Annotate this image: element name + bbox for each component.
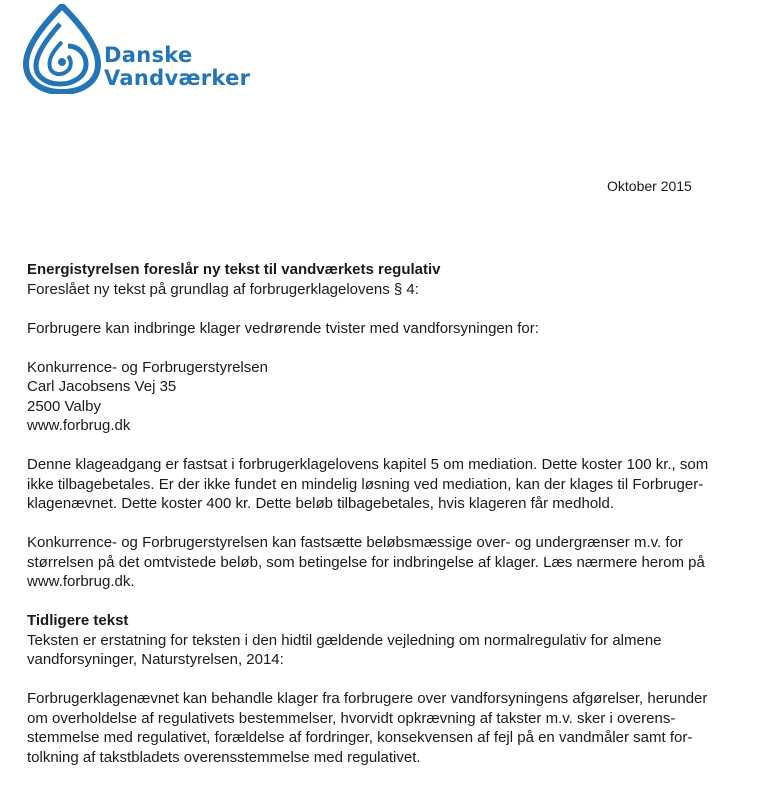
document-date: Oktober 2015 — [607, 178, 692, 194]
address-city: 2500 Valby — [27, 397, 101, 415]
logo — [22, 4, 272, 94]
paragraph-4-line: om overholdelse af regulativets bestemmelser, hvorvidt opkrævning af takster m.v. sker i overens- — [27, 709, 676, 727]
paragraph-2-line: www.forbrug.dk. — [27, 573, 135, 590]
document-body — [27, 260, 727, 767]
paragraph-2-line: størrelsen på det omtvistede beløb, som betingelse for indbringelse af klager. Læs nærmere herom på — [27, 553, 705, 571]
paragraph-3-line: vandforsyninger, Naturstyrelsen, 2014: — [27, 651, 284, 668]
section-title: Tidligere tekst — [27, 612, 129, 629]
address-name: Konkurrence- og Forbrugerstyrelsen — [27, 358, 268, 376]
paragraph-4-line: tolkning af takstbladets overensstemmelse med regulativet. — [27, 748, 421, 766]
paragraph-4-line: stemmelse med regulativet, forældelse af fordringer, konsekvensen af fejl på en vandmåler samt for- — [27, 729, 693, 746]
address-web: www.forbrug.dk — [27, 417, 131, 434]
paragraph-2-line: Konkurrence- og Forbrugerstyrelsen kan fastsætte beløbsmæssige over- og undergrænser m.v. for — [27, 534, 683, 551]
intro-text: Forbrugere kan indbringe klager vedrørende tvister med vandforsyningen for: — [27, 319, 539, 337]
document-heading: Energistyrelsen foreslår ny tekst til vandværkets regulativ — [27, 261, 441, 278]
logo-line-1: Danske — [104, 43, 193, 67]
document-subheading: Foreslået ny tekst på grundlag af forbrugerklagelovens § 4: — [27, 280, 419, 298]
paragraph-1-line: ikke tilbagebetales. Er der ikke fundet en mindelig løsning ved mediation, kan der klages til Forbruger- — [27, 475, 704, 493]
paragraph-1-line: Denne klageadgang er fastsat i forbrugerklagelovens kapitel 5 om mediation. Dette koster 100 kr., som — [27, 456, 709, 473]
water-drop-icon — [22, 4, 102, 94]
paragraph-1-line: klagenævnet. Dette koster 400 kr. Dette beløb tilbagebetales, hvis klageren får medhold. — [27, 495, 614, 512]
paragraph-3-line: Teksten er erstatning for teksten i den hidtil gældende vejledning om normalregulativ for almene — [27, 631, 662, 649]
logo-line-2: Vandværker — [104, 66, 251, 90]
address-street: Carl Jacobsens Vej 35 — [27, 378, 177, 395]
logo-text — [104, 44, 250, 90]
paragraph-4-line: Forbrugerklagenævnet kan behandle klager fra forbrugere over vandforsyningens afgørelser, herunder — [27, 690, 708, 707]
